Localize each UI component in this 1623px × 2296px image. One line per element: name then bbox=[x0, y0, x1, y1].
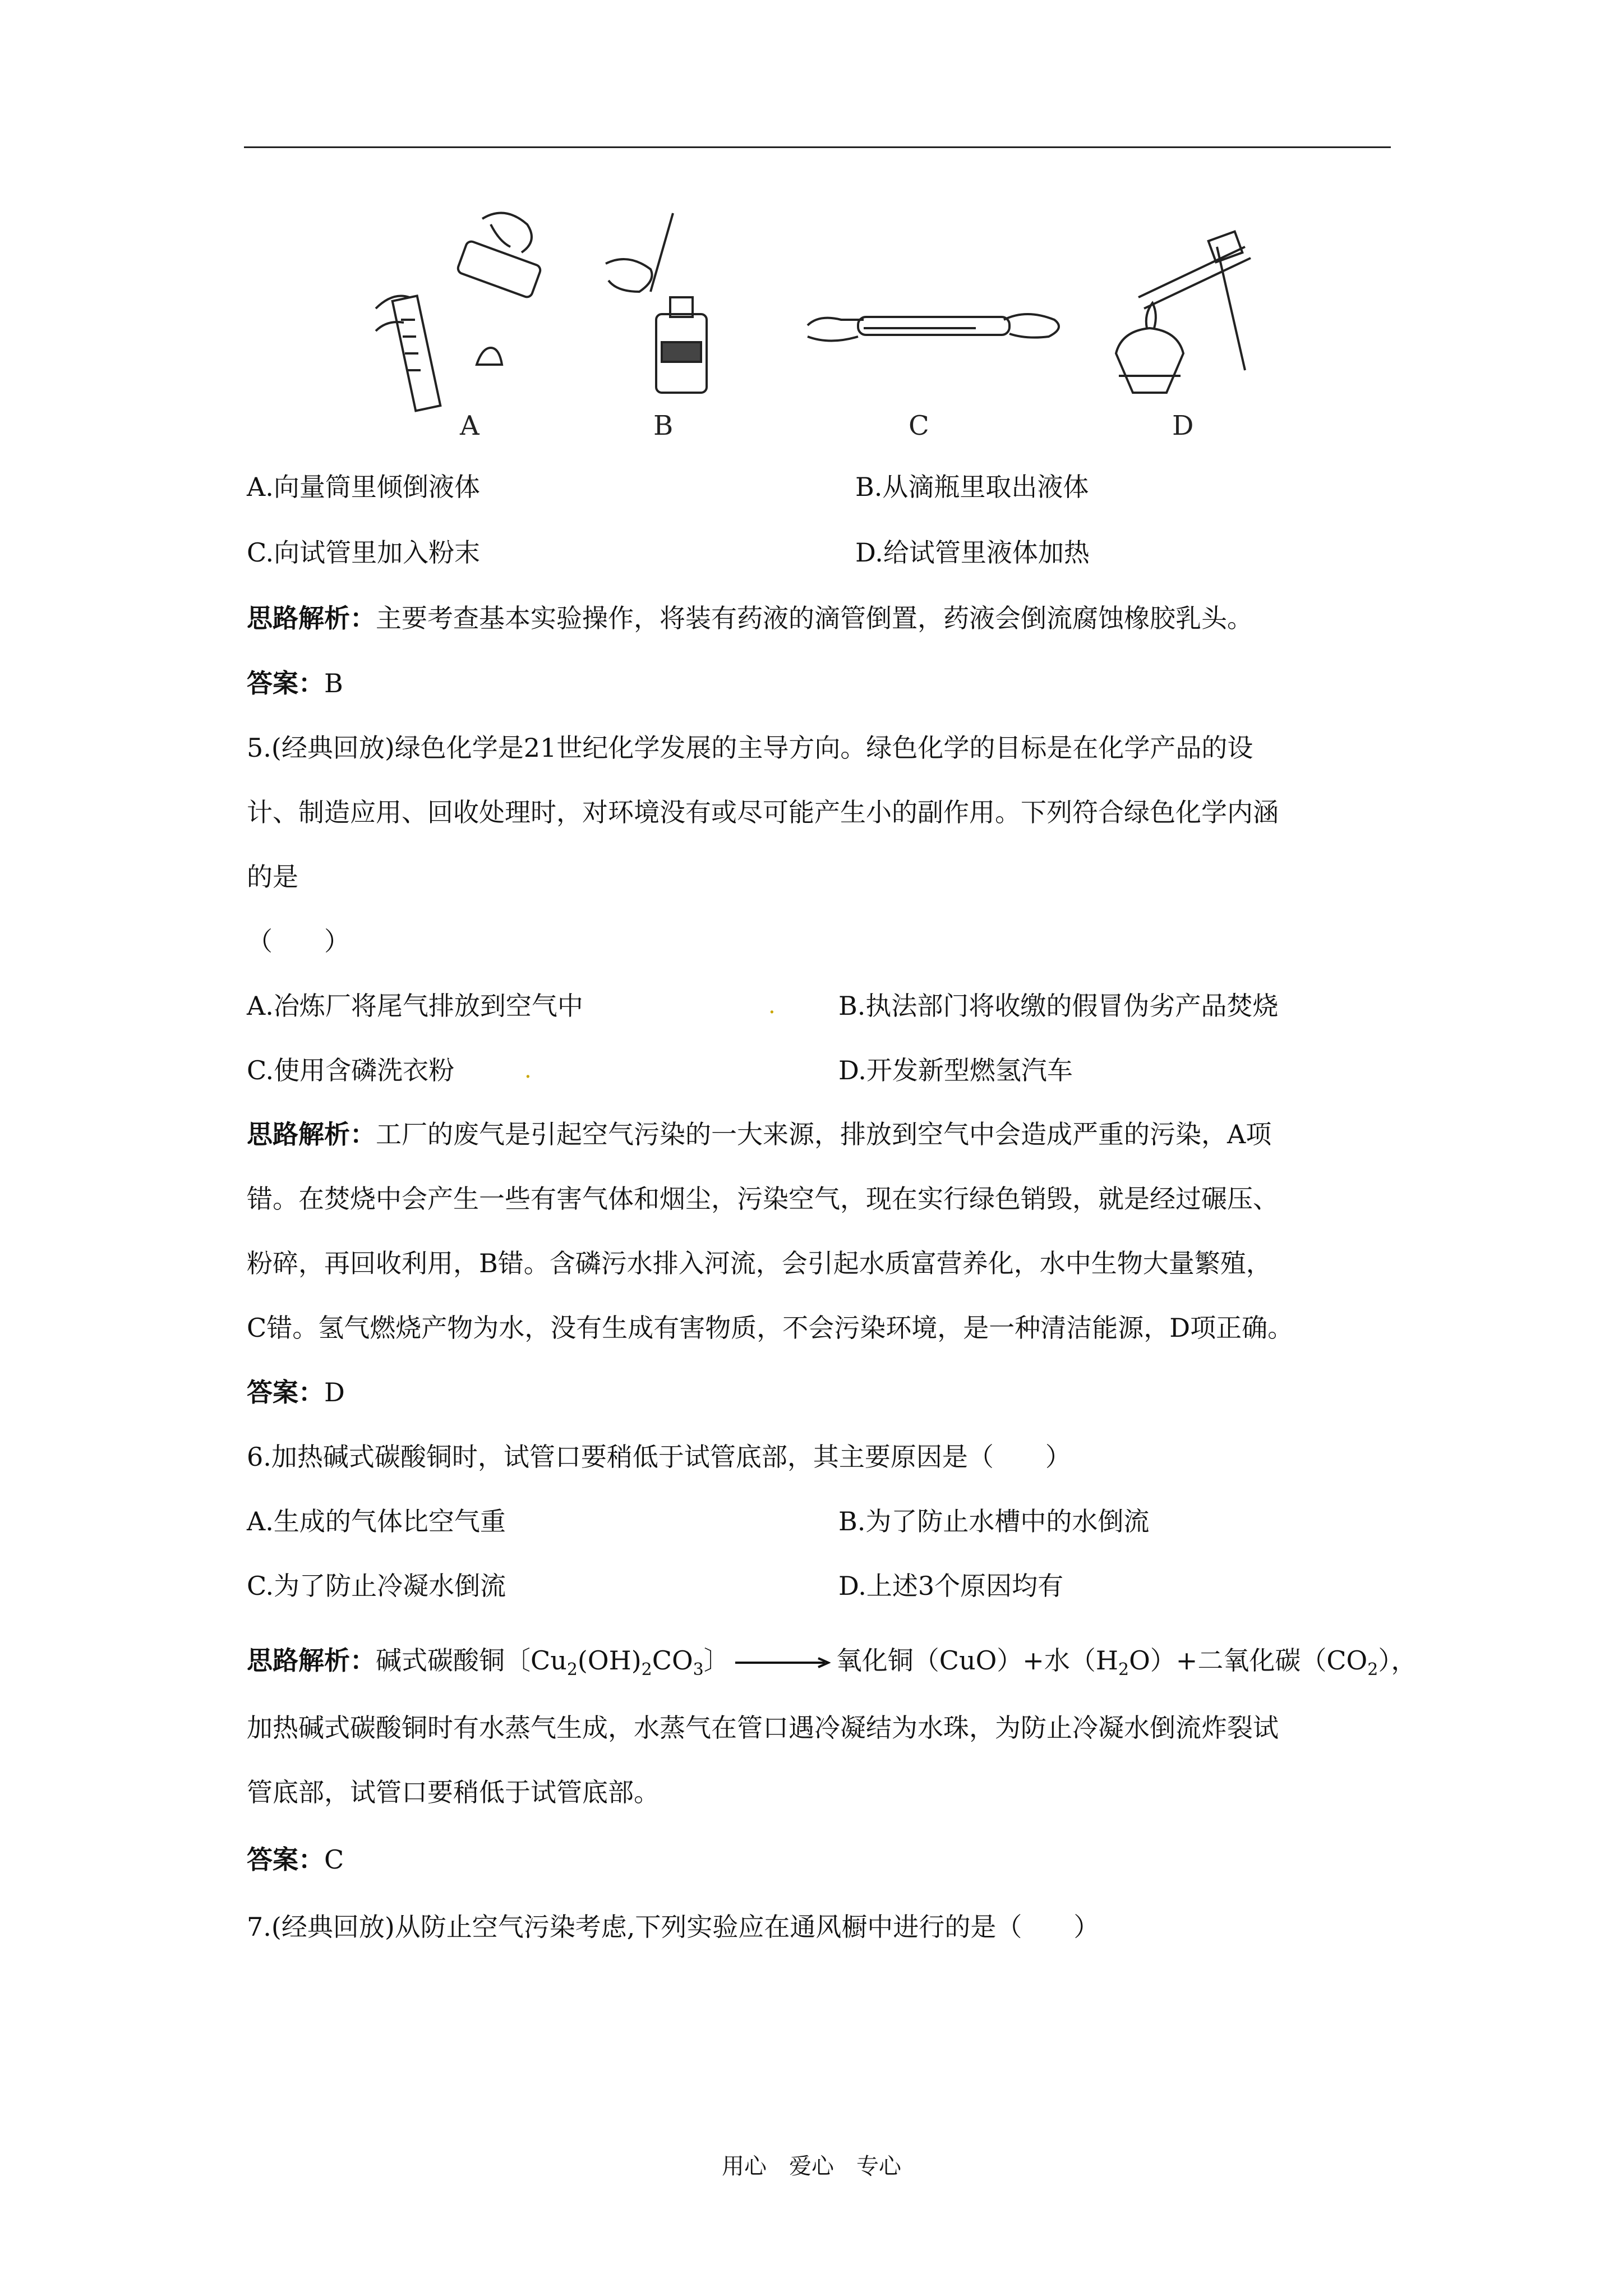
q5-option-b: B.执法部门将收缴的假冒伪劣产品焚烧 bbox=[838, 991, 1279, 1021]
equation-part: 〕 bbox=[703, 1645, 730, 1676]
figure-label-b: B bbox=[653, 410, 674, 441]
header-rule bbox=[244, 146, 1391, 148]
q6-option-a: A.生成的气体比空气重 bbox=[247, 1506, 506, 1536]
q5-analysis-line4: C错。氢气燃烧产物为水，没有生成有害物质，不会污染环境，是一种清洁能源，D项正确。 bbox=[247, 1313, 1294, 1343]
figure-label-d: D bbox=[1172, 410, 1194, 441]
lab-operations-figure bbox=[370, 208, 1267, 443]
subscript: 3 bbox=[693, 1660, 704, 1680]
analysis-label: 思路解析： bbox=[247, 1119, 376, 1149]
q4-option-a: A.向量筒里倾倒液体 bbox=[247, 472, 480, 502]
reaction-arrow-icon bbox=[735, 1657, 831, 1668]
q6-stem: 6.加热碱式碳酸铜时，试管口要稍低于试管底部，其主要原因是（ ） bbox=[247, 1442, 1071, 1472]
equation-part: (OH) bbox=[577, 1645, 642, 1676]
figure-a-drawing bbox=[376, 213, 542, 411]
subscript: 2 bbox=[1118, 1660, 1129, 1680]
analysis-label: 思路解析： bbox=[247, 1645, 376, 1676]
q6-answer bbox=[247, 1843, 344, 1876]
page-footer: 用心 爱心 专心 bbox=[722, 2154, 901, 2179]
subscript: 2 bbox=[1367, 1660, 1378, 1680]
q5-stem-line1: 5.(经典回放)绿色化学是21世纪化学发展的主导方向。绿色化学的目标是在化学产品的设 bbox=[247, 733, 1253, 763]
q4-option-b: B.从滴瓶里取出液体 bbox=[855, 472, 1089, 502]
q5-blank: （ ） bbox=[247, 926, 350, 956]
figure-c-drawing bbox=[808, 314, 1059, 341]
figure-b-drawing bbox=[606, 213, 707, 393]
equation-part: ）， bbox=[1378, 1645, 1417, 1676]
figure-d-drawing bbox=[1116, 232, 1251, 393]
q5-option-c: C.使用含磷洗衣粉 bbox=[247, 1055, 455, 1085]
q6-option-d: D.上述3个原因均有 bbox=[838, 1571, 1064, 1601]
q5-stem-line2: 计、制造应用、回收处理时，对环境没有或尽可能产生小的副作用。下列符合绿色化学内涵 bbox=[247, 797, 1279, 827]
decorative-dot: . bbox=[768, 993, 776, 1019]
answer-value: B bbox=[324, 668, 343, 698]
q4-option-d: D.给试管里液体加热 bbox=[855, 537, 1090, 568]
answer-label: 答案： bbox=[247, 1844, 324, 1875]
equation-part: O）+二氧化碳（CO bbox=[1129, 1645, 1368, 1676]
equation-part: CO bbox=[652, 1645, 693, 1676]
q6-analysis-line3: 管底部，试管口要稍低于试管底部。 bbox=[247, 1777, 660, 1807]
q4-option-c: C.向试管里加入粉末 bbox=[247, 537, 481, 568]
subscript: 2 bbox=[566, 1660, 578, 1680]
answer-value: D bbox=[324, 1377, 345, 1407]
answer-value: C bbox=[324, 1844, 344, 1875]
figure-label-a: A bbox=[460, 410, 479, 441]
answer-label: 答案： bbox=[247, 668, 324, 698]
subscript: 2 bbox=[641, 1660, 652, 1680]
q5-stem-line3: 的是 bbox=[247, 862, 298, 892]
q5-analysis-line2: 错。在焚烧中会产生一些有害气体和烟尘，污染空气，现在实行绿色销毁，就是经过碾压、 bbox=[247, 1184, 1279, 1214]
q4-analysis bbox=[247, 601, 1253, 635]
q4-answer bbox=[247, 666, 343, 700]
q5-option-d: D.开发新型燃氢汽车 bbox=[838, 1055, 1073, 1085]
analysis-text: 主要考查基本实验操作，将装有药液的滴管倒置，药液会倒流腐蚀橡胶乳头。 bbox=[376, 603, 1253, 633]
q5-option-a: A.冶炼厂将尾气排放到空气中 bbox=[247, 991, 583, 1021]
equation-part: 氧化铜（CuO）+水（H bbox=[836, 1645, 1118, 1676]
q7-stem: 7.(经典回放)从防止空气污染考虑,下列实验应在通风橱中进行的是（ ） bbox=[247, 1912, 1100, 1942]
answer-label: 答案： bbox=[247, 1377, 324, 1407]
q5-analysis-line3: 粉碎，再回收利用，B错。含磷污水排入河流，会引起水质富营养化，水中生物大量繁殖， bbox=[247, 1248, 1272, 1278]
q6-option-b: B.为了防止水槽中的水倒流 bbox=[838, 1506, 1150, 1536]
q6-analysis-line2: 加热碱式碳酸铜时有水蒸气生成，水蒸气在管口遇冷凝结为水珠，为防止冷凝水倒流炸裂试 bbox=[247, 1713, 1279, 1743]
equation-part: 碱式碳酸铜〔Cu bbox=[376, 1645, 567, 1676]
decorative-dot: . bbox=[524, 1057, 532, 1083]
analysis-text: 工厂的废气是引起空气污染的一大来源，排放到空气中会造成严重的污染，A项 bbox=[376, 1119, 1272, 1149]
figure-label-c: C bbox=[909, 410, 929, 441]
q5-answer bbox=[247, 1375, 345, 1409]
q5-analysis-line1 bbox=[247, 1117, 1271, 1151]
q6-option-c: C.为了防止冷凝水倒流 bbox=[247, 1571, 506, 1601]
q6-analysis-equation bbox=[247, 1644, 1417, 1687]
analysis-label: 思路解析： bbox=[247, 603, 376, 633]
